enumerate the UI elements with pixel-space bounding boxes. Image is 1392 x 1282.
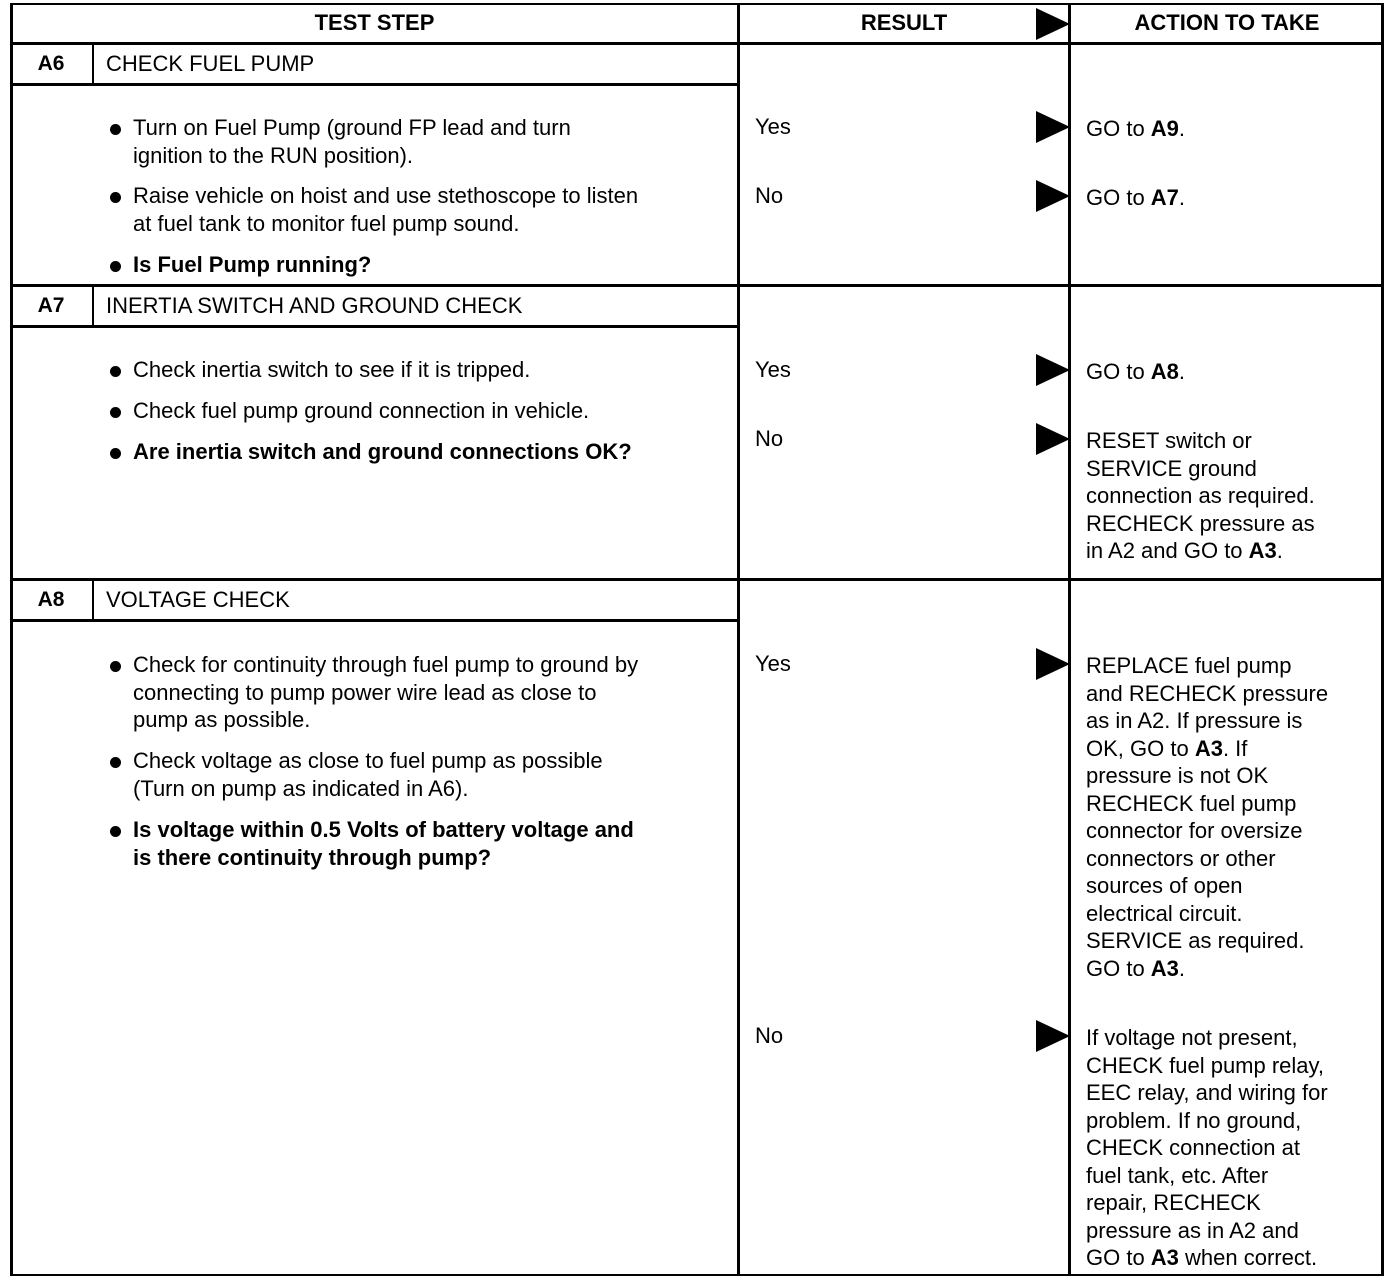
result-label: No <box>755 183 784 208</box>
step-title: CHECK FUEL PUMP <box>106 51 315 76</box>
result-arrow-icon <box>1036 648 1070 680</box>
action-text: GO to A7. <box>1086 185 1186 210</box>
result-arrow-icon <box>1036 1020 1070 1052</box>
step-item: Raise vehicle on hoist and use stethoscope to listen at fuel tank to monitor fuel pump sound. <box>133 183 639 236</box>
bullet-icon <box>110 124 121 135</box>
step-question: Is Fuel Pump running? <box>133 252 372 277</box>
step-id: A7 <box>37 294 65 317</box>
action-text: GO to A9. <box>1086 116 1186 141</box>
bullet-icon <box>110 261 121 272</box>
result-arrow-icon <box>1036 111 1070 143</box>
header-test-step: TEST STEP <box>314 10 435 35</box>
bullet-icon <box>110 407 121 418</box>
result-label: No <box>755 426 784 451</box>
step-item: Check for continuity through fuel pump to ground by connecting to pump power wire lead as close to pump as possible. <box>133 652 639 732</box>
result-label: Yes <box>755 651 791 676</box>
step-id: A6 <box>37 52 65 75</box>
header-action: ACTION TO TAKE <box>1134 10 1320 35</box>
action-text: REPLACE fuel pump and RECHECK pressure as in A2. If pressure is OK, GO to A3. If pressure is not OK RECHECK fuel pump connector for oversize connectors or other sources of open electrical circuit. SERVICE as required. GO to A3. <box>1086 653 1329 981</box>
bullet-icon <box>110 366 121 377</box>
step-title: VOLTAGE CHECK <box>106 587 290 612</box>
step-question: Is voltage within 0.5 Volts of battery voltage and is there continuity through pump? <box>133 817 634 870</box>
step-item: Check inertia switch to see if it is tripped. <box>133 357 531 382</box>
step-question: Are inertia switch and ground connections OK? <box>133 439 632 464</box>
header-result: RESULT <box>860 10 948 35</box>
step-id: A8 <box>37 588 65 611</box>
action-text: RESET switch or SERVICE ground connection as required. RECHECK pressure as in A2 and GO to A3. <box>1086 428 1315 563</box>
step-item: Check voltage as close to fuel pump as possible (Turn on pump as indicated in A6). <box>133 748 603 801</box>
bullet-icon <box>110 192 121 203</box>
action-text: If voltage not present, CHECK fuel pump relay, EEC relay, and wiring for problem. If no ground, CHECK connection at fuel tank, etc. After repair, RECHECK pressure as in A2 and GO to A3 when correct. <box>1086 1025 1328 1270</box>
result-label: Yes <box>755 114 791 139</box>
step-item: Check fuel pump ground connection in vehicle. <box>133 398 590 423</box>
step-item: Turn on Fuel Pump (ground FP lead and turn ignition to the RUN position). <box>133 115 571 168</box>
result-label: No <box>755 1023 784 1048</box>
step-title: INERTIA SWITCH AND GROUND CHECK <box>106 293 523 318</box>
result-label: Yes <box>755 357 791 382</box>
bullet-icon <box>110 757 121 768</box>
result-arrow-icon <box>1036 354 1070 386</box>
bullet-icon <box>110 826 121 837</box>
bullet-icon <box>110 448 121 459</box>
result-arrow-icon <box>1036 423 1070 455</box>
bullet-icon <box>110 661 121 672</box>
result-arrow-icon <box>1036 180 1070 212</box>
header-arrow-icon <box>1036 8 1070 40</box>
action-text: GO to A8. <box>1086 359 1186 384</box>
